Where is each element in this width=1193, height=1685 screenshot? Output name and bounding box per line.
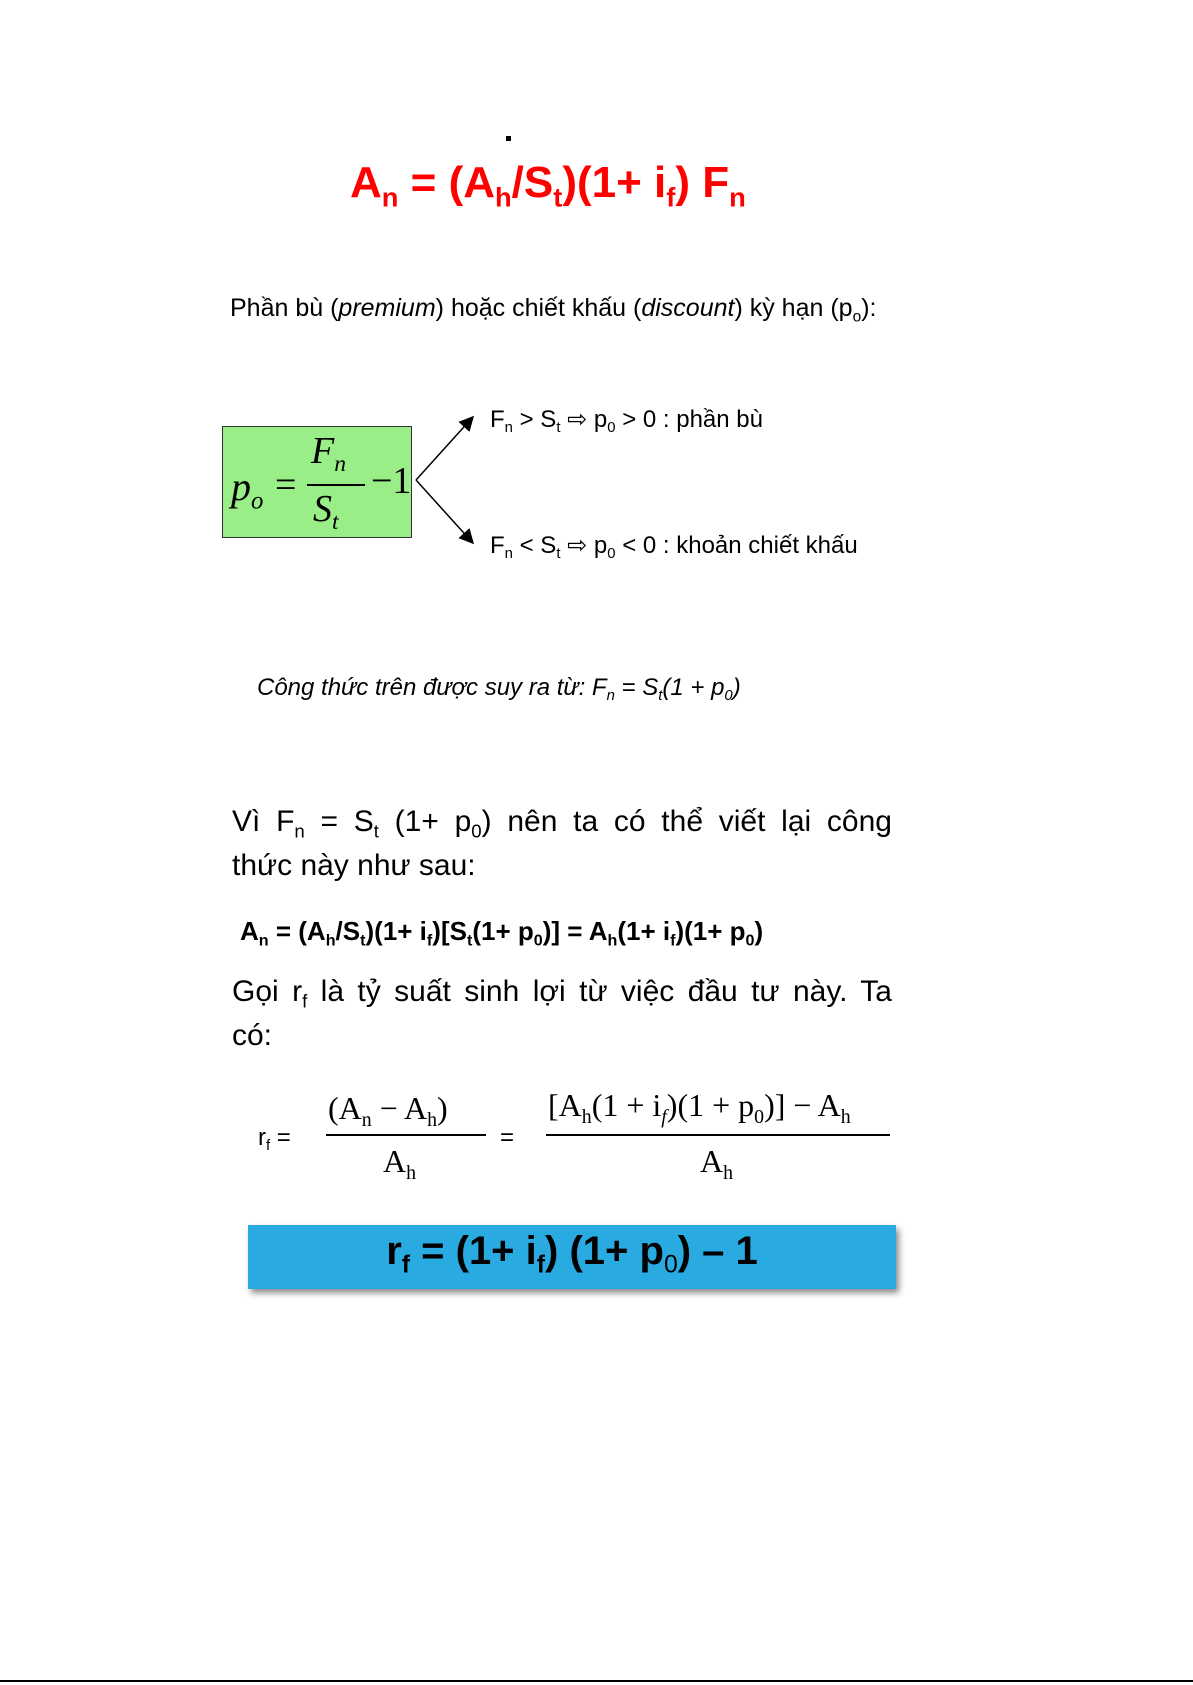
- po-minus-one: −1: [371, 460, 412, 502]
- rf-fraction2-bar: [546, 1134, 890, 1136]
- rf-equals: =: [500, 1124, 515, 1151]
- arrow-up: [416, 418, 472, 480]
- condition-discount: $F_n < S_t$ ⇨ $p_0 < 0$ : khoản chiết khấu: [490, 532, 858, 563]
- po-lhs: $p_o$: [231, 464, 264, 515]
- arrow-down: [416, 480, 472, 542]
- result-formula: $r_f = (1+ i_f)$ $(1+ p_0) - 1$: [386, 1229, 758, 1279]
- rf-lhs: $r_f$ =: [258, 1124, 291, 1155]
- po-eq: =: [275, 464, 297, 506]
- po-formula-box: [222, 426, 412, 538]
- rf-fraction1-denominator: $A_h$: [383, 1143, 417, 1184]
- bottom-rule: [0, 1680, 1193, 1682]
- rf-fraction2-numerator: $[A_h(1 + i_f)(1 + p_0)] - A_h$: [548, 1087, 851, 1128]
- top-formula: $A_n = (A_h/S_t)(1+ i_f)$ $F_n$: [350, 158, 746, 213]
- an-expanded-formula: $A_n = (A_h/S_t)(1+ i_f)[S_t(1+ p_0)] = A_h(1+ i_f)(1+ p_0)$: [240, 916, 764, 950]
- po-numerator: $F_n$: [311, 430, 346, 478]
- premium-heading: Phần bù (premium) hoặc chiết khấu (discount) kỳ hạn $(p_o)$:: [230, 294, 877, 326]
- paragraph-rf-definition: Gọi $r_f$ là tỷ suất sinh lợi từ việc đầu tư này. Ta có:: [232, 975, 892, 1052]
- result-box: [248, 1225, 896, 1289]
- po-fraction-bar: [307, 484, 365, 486]
- rf-fraction1-bar: [326, 1134, 486, 1136]
- derived-note: Công thức trên được suy ra từ: $F_n = S_t(1 + p_0)$: [257, 674, 741, 705]
- po-denominator: $S_t$: [313, 488, 339, 536]
- condition-premium: $F_n > S_t$ ⇨ $p_0 > 0$ : phần bù: [490, 406, 763, 437]
- paragraph-rewrite: Vì $F_n = S_t$ $(1+ p_0)$ nên ta có thể viết lại công thức này như sau:: [232, 805, 892, 882]
- rf-fraction1-numerator: $(A_n - A_h)$: [328, 1090, 448, 1131]
- branch-arrows: [410, 410, 480, 560]
- rf-fraction2-denominator: $A_h$: [700, 1143, 734, 1184]
- top-dot: [506, 136, 511, 141]
